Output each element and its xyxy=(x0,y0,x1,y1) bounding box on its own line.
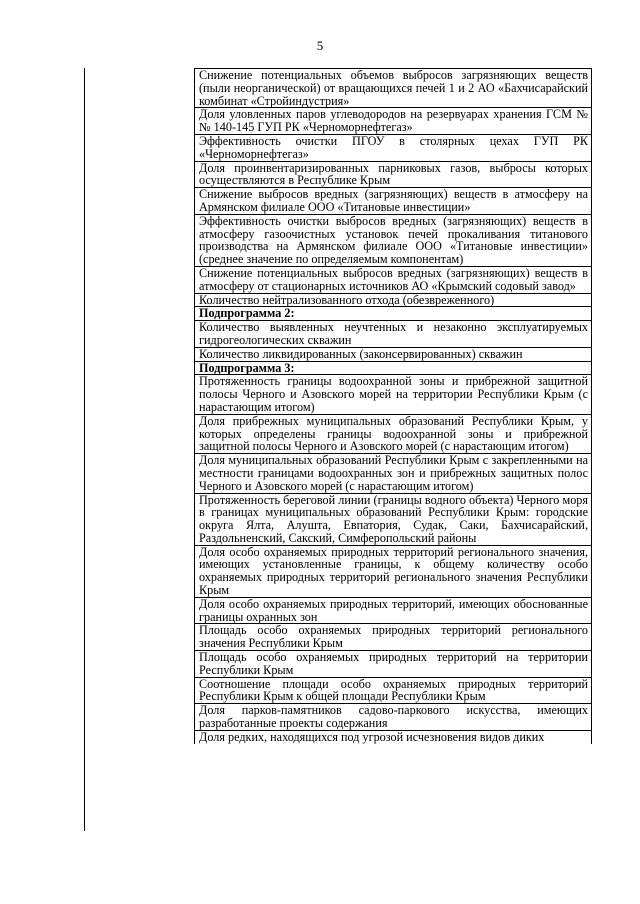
indicator-row xyxy=(195,293,592,307)
indicator-text: Протяженность границы водоохранной зоны и прибрежной защитной полосы Черного и Азовского морей на территории Республики Крым (с нарастающим итогом) xyxy=(195,375,592,414)
indicator-text: Доля муниципальных образований Республики Крым с закрепленными на местности границами водоохранных зон и прибрежных защитных полос Черного и Азовского морей (с нарастающим итогом) xyxy=(195,454,592,493)
indicator-row xyxy=(195,375,592,414)
indicator-text: Доля уловленных паров углеводородов на резервуарах хранения ГСМ №№ 140-145 ГУП РК «Черноморнефтегаз» xyxy=(195,108,592,135)
indicator-row xyxy=(195,493,592,545)
indicator-row xyxy=(195,545,592,597)
indicator-row xyxy=(195,677,592,704)
indicator-table-body xyxy=(195,69,592,744)
indicator-text: Доля особо охраняемых природных территорий, имеющих обоснованные границы охранных зон xyxy=(195,597,592,624)
indicator-text: Количество выявленных неучтенных и незаконно эксплуатируемых гидрогеологических скважин xyxy=(195,321,592,348)
indicator-row xyxy=(195,624,592,651)
indicator-text: Снижение потенциальных выбросов вредных (загрязняющих) веществ в атмосферу от стационарных источников АО «Крымский содовый завод» xyxy=(195,266,592,293)
left-margin-rule xyxy=(84,68,85,831)
indicator-row xyxy=(195,161,592,188)
indicator-row xyxy=(195,321,592,348)
indicator-text: Соотношение площади особо охраняемых природных территорий Республики Крым к общей площади Республики Крым xyxy=(195,677,592,704)
indicator-text: Протяженность береговой линии (границы водного объекта) Черного моря в границах муниципальных образований Республики Крым: городские округа Ялта, Алушта, Евпатория, Судак, Саки, Бахчисарайский, Раздольненский, Сакский, Симферопольский районы xyxy=(195,493,592,545)
indicator-text: Эффективность очистки ПГОУ в столярных цехах ГУП РК «Черноморнефтегаз» xyxy=(195,134,592,161)
indicator-row xyxy=(195,134,592,161)
indicator-row xyxy=(195,188,592,215)
subprogram-heading-row xyxy=(195,361,592,375)
indicator-row xyxy=(195,454,592,493)
indicator-row xyxy=(195,704,592,731)
indicator-text: Площадь особо охраняемых природных территорий на территории Республики Крым xyxy=(195,651,592,678)
indicator-text: Доля парков-памятников садово-паркового искусства, имеющих разработанные проекты содержания xyxy=(195,704,592,731)
indicator-text: Количество ликвидированных (законсервированных) скважин xyxy=(195,347,592,361)
indicator-row xyxy=(195,347,592,361)
indicator-row xyxy=(195,651,592,678)
subprogram-heading: Подпрограмма 3: xyxy=(195,361,592,375)
subprogram-heading-row xyxy=(195,307,592,321)
indicator-row xyxy=(195,266,592,293)
page-number: 5 xyxy=(316,38,324,53)
indicator-row xyxy=(195,730,592,743)
indicator-row xyxy=(195,214,592,266)
indicator-text: Доля проинвентаризированных парниковых газов, выбросы которых осуществляются в Республике Крым xyxy=(195,161,592,188)
subprogram-heading: Подпрограмма 2: xyxy=(195,307,592,321)
indicator-text: Эффективность очистки выбросов вредных (загрязняющих) веществ в атмосферу газоочистных установок печей прокаливания титанового производства на Армянском филиале ООО «Титановые инвестиции» (среднее значение по определяемым компонентам) xyxy=(195,214,592,266)
indicator-text: Снижение выбросов вредных (загрязняющих) веществ в атмосферу на Армянском филиале ООО «Титановые инвестиции» xyxy=(195,188,592,215)
indicator-row xyxy=(195,108,592,135)
indicator-row xyxy=(195,69,592,108)
indicator-row xyxy=(195,414,592,453)
indicator-text: Доля редких, находящихся под угрозой исчезновения видов диких xyxy=(195,730,592,743)
indicator-text: Доля прибрежных муниципальных образований Республики Крым, у которых определены границы водоохранной зоны и прибрежной защитной полосы Черного и Азовского морей (с нарастающим итогом) xyxy=(195,414,592,453)
indicator-text: Количество нейтрализованного отхода (обезвреженного) xyxy=(195,293,592,307)
indicator-text: Площадь особо охраняемых природных территорий регионального значения Республики Крым xyxy=(195,624,592,651)
indicator-text: Доля особо охраняемых природных территорий регионального значения, имеющих установленные границы, к общему количеству особо охраняемых природных территорий регионального значения Республики Крым xyxy=(195,545,592,597)
indicator-table xyxy=(194,68,592,744)
indicator-text: Снижение потенциальных объемов выбросов загрязняющих веществ (пыли неорганической) от вращающихся печей 1 и 2 АО «Бахчисарайский комбинат «Стройиндустрия» xyxy=(195,69,592,108)
indicator-row xyxy=(195,597,592,624)
